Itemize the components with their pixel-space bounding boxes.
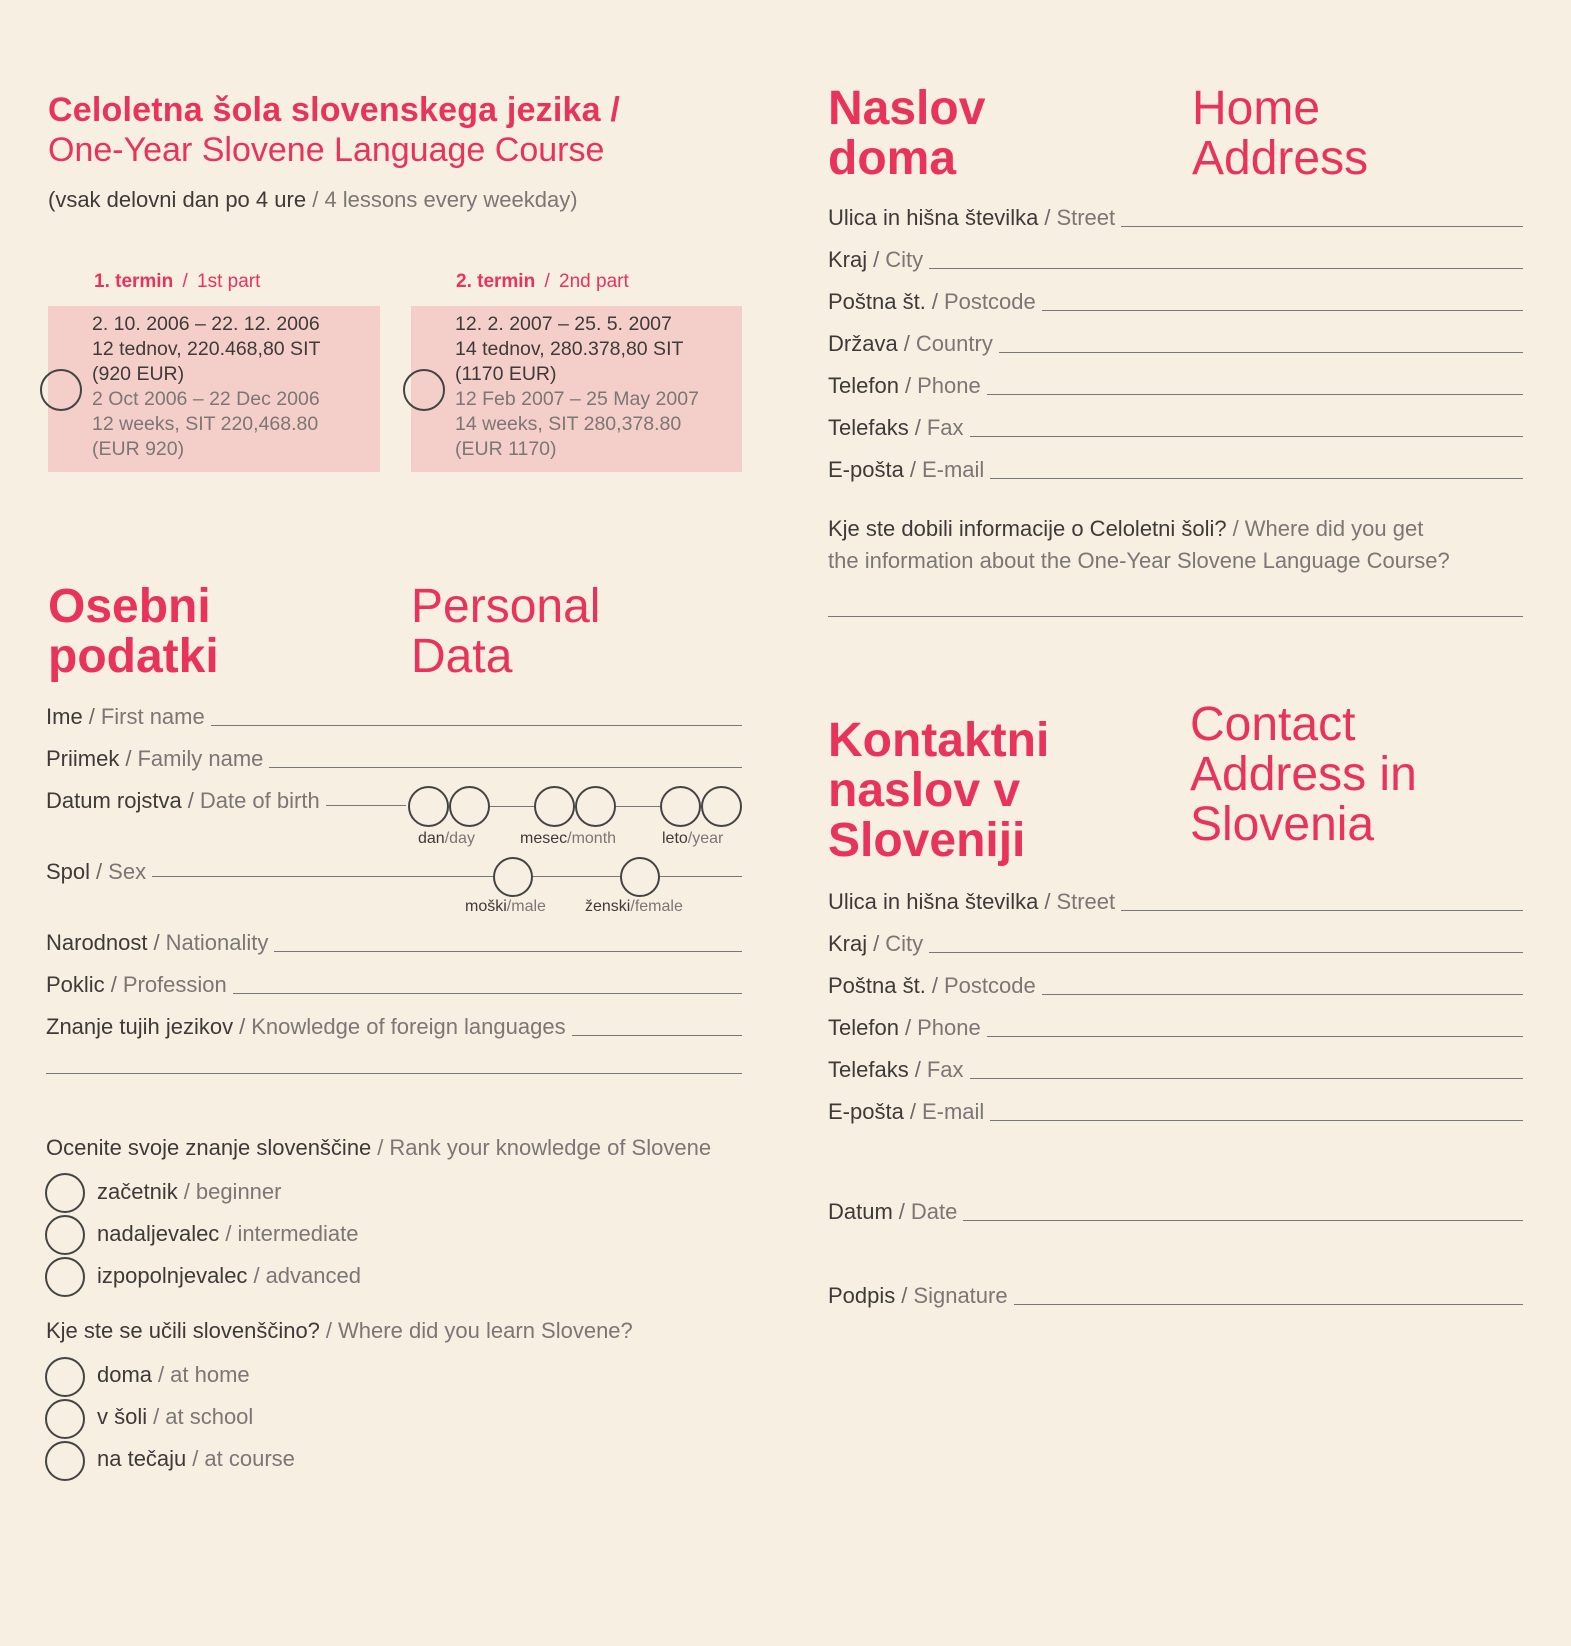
home-city-field[interactable]: Kraj / City [828,243,1523,273]
dob-label-sl: Datum rojstva [46,788,182,813]
contact-heading-sl-3: Sloveniji [828,814,1026,867]
family-name-field[interactable]: Priimek / Family name [46,742,742,772]
home-heading-en-1: Home [1192,82,1321,135]
personal-heading-en-1: Personal [411,580,601,633]
term-2-box [411,306,742,472]
dob-year-label: leto/year [662,830,724,847]
course-schedule [48,186,578,214]
contact-heading-en-2: Address in [1190,748,1417,801]
dob-day-circle-2[interactable] [449,786,490,827]
term-1-price-en: 12 weeks, SIT 220,468.80 [92,413,319,435]
contact-email-field[interactable]: E-pošta / E-mail [828,1095,1523,1125]
home-email-field[interactable]: E-pošta / E-mail [828,453,1523,483]
personal-heading-sl-1: Osebni [48,580,211,633]
term-2-eur-sl: (1170 EUR) [455,363,557,385]
dob-day-label: dan/day [418,830,475,847]
where-school-radio[interactable] [45,1399,85,1439]
home-heading-sl-2: doma [828,132,957,185]
languages-label-en: Knowledge of foreign languages [251,1014,566,1039]
where-course-label: na tečaju / at course [97,1446,295,1471]
where-home-label: doma / at home [97,1362,250,1387]
schedule-en: 4 lessons every weekday) [324,187,578,212]
languages-label-sl: Znanje tujih jezikov [46,1014,234,1039]
home-heading-en-2: Address [1192,132,1369,185]
term-1-label-en: 1st part [197,271,261,292]
schedule-sl: (vsak delovni dan po 4 ure [48,187,307,212]
term-2-eur-en: (EUR 1170) [455,438,557,460]
first-name-label-sl: Ime [46,704,83,729]
contact-street-field[interactable]: Ulica in hišna številka / Street [828,885,1523,915]
contact-phone-field[interactable]: Telefon / Phone [828,1011,1523,1041]
course-title-en: One-Year Slovene Language Course [48,131,605,169]
term-2-sep: / [544,271,550,292]
rank-intermediate-label: nadaljevalec / intermediate [97,1221,359,1246]
rank-intermediate-radio[interactable] [45,1215,85,1255]
dob-year-circle-2[interactable] [701,786,742,827]
where-question: Kje ste se učili slovenščino? / Where did you learn Slovene? [46,1318,633,1343]
sex-male-label: moški/male [465,898,546,915]
sex-field: Spol / Sex [46,855,742,885]
contact-fax-field[interactable]: Telefaks / Fax [828,1053,1523,1083]
sex-label-sl: Spol [46,859,91,884]
term-1-eur-sl: (920 EUR) [92,363,185,385]
sex-male-radio[interactable] [493,857,533,897]
term-1-dates-sl: 2. 10. 2006 – 22. 12. 2006 [92,313,320,335]
term-2-label [456,271,629,293]
home-fax-field[interactable]: Telefaks / Fax [828,411,1523,441]
contact-heading-en-3: Slovenia [1190,798,1375,851]
nationality-line[interactable] [274,951,742,952]
languages-line[interactable] [572,1035,742,1036]
profession-label-sl: Poklic [46,972,105,997]
where-course-radio[interactable] [45,1441,85,1481]
home-country-field[interactable]: Država / Country [828,327,1523,357]
rank-advanced-label: izpopolnjevalec / advanced [97,1263,361,1288]
sex-label-en: Sex [108,859,147,884]
nationality-field[interactable]: Narodnost / Nationality [46,926,742,956]
rank-beginner-radio[interactable] [45,1173,85,1213]
languages-line-2[interactable] [46,1073,742,1074]
family-name-label-en: Family name [137,746,264,771]
dob-month-circle-2[interactable] [575,786,616,827]
contact-postcode-field[interactable]: Poštna št. / Postcode [828,969,1523,999]
schedule-sep: / [312,187,319,212]
term-1-box [48,306,380,472]
term-2-label-en: 2nd part [559,271,629,292]
contact-city-field[interactable]: Kraj / City [828,927,1523,957]
contact-heading-en-1: Contact [1190,698,1356,751]
sex-female-label: ženski/female [585,898,683,915]
course-title-sl: Celoletna šola slovenskega jezika / [48,91,621,129]
term-2-price-sl: 14 tednov, 280.378,80 SIT [455,338,684,360]
dob-year-circle-1[interactable] [660,786,701,827]
term-1-radio[interactable] [40,369,82,411]
rank-beginner-label: začetnik / beginner [97,1179,282,1204]
nationality-label-sl: Narodnost [46,930,148,955]
first-name-label-en: First name [100,704,205,729]
first-name-field[interactable]: Ime / First name [46,700,742,730]
nationality-label-en: Nationality [165,930,269,955]
family-name-line[interactable] [269,767,742,768]
where-home-radio[interactable] [45,1357,85,1397]
signature-field[interactable]: Podpis / Signature [828,1279,1523,1309]
home-postcode-field[interactable]: Poštna št. / Postcode [828,285,1523,315]
term-1-label-sl: 1. termin [94,271,174,292]
personal-heading-sl-2: podatki [48,630,219,683]
profession-label-en: Profession [122,972,227,997]
sex-female-radio[interactable] [620,857,660,897]
rank-advanced-radio[interactable] [45,1257,85,1297]
contact-heading-sl-2: naslov v [828,764,1021,817]
term-1-sep: / [182,271,188,292]
term-2-radio[interactable] [403,369,445,411]
term-2-dates-en: 12 Feb 2007 – 25 May 2007 [455,388,699,410]
rank-question: Ocenite svoje znanje slovenščine / Rank your knowledge of Slovene [46,1135,712,1160]
term-2-dates-sl: 12. 2. 2007 – 25. 5. 2007 [455,313,672,335]
term-2-label-sl: 2. termin [456,271,536,292]
family-name-label-sl: Priimek [46,746,120,771]
dob-day-circle-1[interactable] [408,786,449,827]
dob-field: Datum rojstva / Date of birth [46,784,406,814]
contact-heading-sl-1: Kontaktni [828,714,1050,767]
profession-field[interactable]: Poklic / Profession [46,968,742,998]
where-school-label: v šoli / at school [97,1404,254,1429]
term-1-dates-en: 2 Oct 2006 – 22 Dec 2006 [92,388,320,410]
home-street-field[interactable]: Ulica in hišna številka / Street [828,201,1523,231]
profession-line[interactable] [233,993,742,994]
dob-month-circle-1[interactable] [534,786,575,827]
home-heading-sl-1: Naslov [828,82,986,135]
term-1-price-sl: 12 tednov, 220.468,80 SIT [92,338,321,360]
home-phone-field[interactable]: Telefon / Phone [828,369,1523,399]
dob-label-en: Date of birth [199,788,320,813]
term-2-price-en: 14 weeks, SIT 280,378.80 [455,413,682,435]
info-answer-line[interactable] [828,616,1523,617]
term-1-eur-en: (EUR 920) [92,438,185,460]
dob-month-label: mesec/month [520,830,617,847]
first-name-line[interactable] [211,725,742,726]
info-question: Kje ste dobili informacije o Celoletni šoli? / Where did you get the information about the One-Year Slovene Language Course? [828,516,1450,573]
languages-field[interactable]: Znanje tujih jezikov / Knowledge of foreign languages [46,1010,742,1040]
date-field[interactable]: Datum / Date [828,1195,1523,1225]
personal-heading-en-2: Data [411,630,513,683]
term-1-label [94,271,260,293]
